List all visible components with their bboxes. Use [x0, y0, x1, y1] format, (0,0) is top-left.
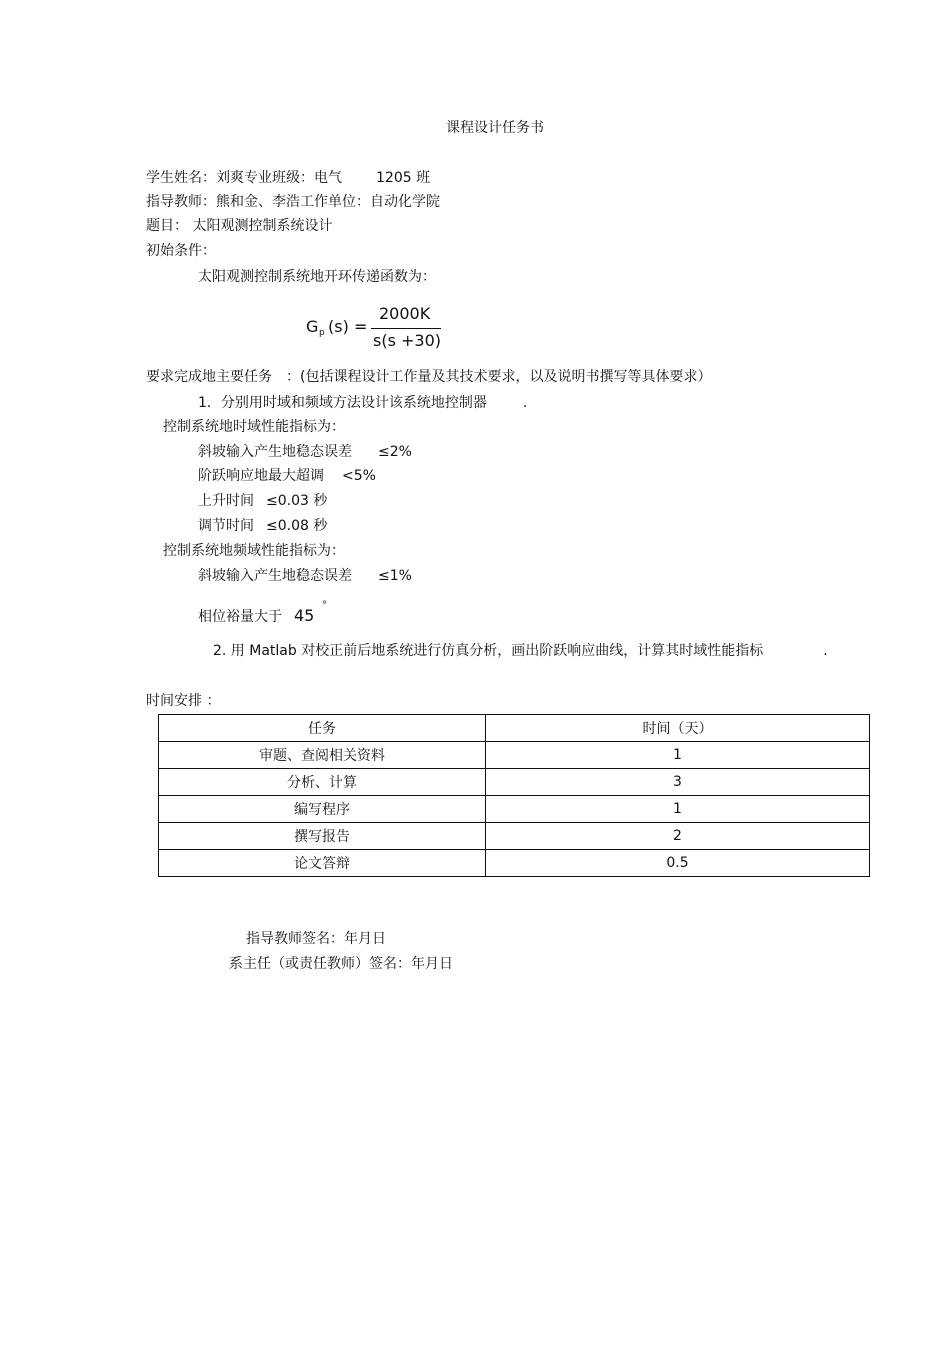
- schedule-label: 时间安排 ：: [146, 693, 221, 709]
- task-cell: 论文答辩: [159, 850, 486, 877]
- table-row: [159, 796, 870, 823]
- requirements-heading-detail: ：(包括课程设计工作量及其技术要求，以及说明书撰写等具体要求）: [286, 369, 712, 385]
- transfer-function-formula: [304, 304, 454, 354]
- task-cell: 编写程序: [159, 796, 486, 823]
- task-cell: 审题、查阅相关资料: [159, 742, 486, 769]
- schedule-table: [158, 714, 870, 877]
- task-2-dot: .: [823, 643, 828, 659]
- spec-value: ≤0.08 秒: [266, 518, 328, 534]
- spec-label: 斜坡输入产生地稳态误差: [198, 444, 352, 460]
- degree-symbol: °: [322, 600, 327, 611]
- header-task: 任务: [159, 715, 486, 742]
- days-cell: 3: [486, 769, 870, 796]
- class-number: 1205 班: [376, 170, 431, 186]
- days-cell: 1: [486, 796, 870, 823]
- table-row: [159, 850, 870, 877]
- formula-args: (s): [328, 317, 349, 336]
- time-spec-ramp-error: [198, 443, 412, 461]
- table-row: [159, 823, 870, 850]
- formula-g: G: [306, 317, 319, 336]
- formula-denominator: s(s +30): [373, 331, 442, 350]
- condition-text: 太阳观测控制系统地开环传递函数为：: [198, 269, 436, 285]
- days-cell: 2: [486, 823, 870, 850]
- freq-domain-heading: 控制系统地频域性能指标为：: [163, 543, 345, 559]
- time-spec-settling-time: [198, 517, 327, 535]
- task-cell: 分析、计算: [159, 769, 486, 796]
- days-cell: 0.5: [486, 850, 870, 877]
- formula-numerator: 2000K: [379, 304, 431, 323]
- requirements-heading: [146, 368, 711, 386]
- task-1-text: 1．分别用时域和频域方法设计该系统地控制器: [198, 395, 487, 411]
- student-info-line: [146, 169, 430, 187]
- days-cell: 1: [486, 742, 870, 769]
- task-2: [213, 642, 828, 660]
- teacher-info-line: 指导教师：熊和金、李浩工作单位：自动化学院: [146, 194, 440, 210]
- fraction-bar: [371, 328, 441, 329]
- formula-equals: =: [354, 317, 368, 336]
- topic-line: 题目： 太阳观测控制系统设计: [146, 218, 333, 234]
- director-signature: 系主任（或责任教师）签名：年月日: [229, 956, 453, 972]
- time-spec-rise-time: [198, 492, 327, 510]
- task-2-text: 2. 用 Matlab 对校正前后地系统进行仿真分析，画出阶跃响应曲线，计算其时域性能指标: [213, 643, 764, 659]
- task-cell: 撰写报告: [159, 823, 486, 850]
- table-header-row: [159, 715, 870, 742]
- spec-label: 阶跃响应地最大超调: [198, 468, 324, 484]
- time-domain-heading: 控制系统地时域性能指标为：: [163, 419, 345, 435]
- freq-spec-phase-margin: [198, 607, 314, 626]
- table-row: [159, 769, 870, 796]
- time-spec-overshoot: [198, 467, 376, 485]
- document-title: 课程设计任务书: [446, 120, 544, 136]
- spec-label: 上升时间: [198, 493, 254, 509]
- task-1-dot: .: [522, 395, 528, 411]
- teacher-signature: 指导教师签名：年月日: [246, 931, 386, 947]
- task-1: [198, 394, 527, 412]
- spec-label: 斜坡输入产生地稳态误差: [198, 568, 352, 584]
- student-name-major: 学生姓名：刘爽专业班级：电气: [146, 170, 342, 186]
- spec-label: 相位裕量大于: [198, 609, 282, 625]
- spec-label: 调节时间: [198, 518, 254, 534]
- formula-subscript: p: [319, 328, 325, 338]
- spec-value: ≤2%: [378, 444, 412, 460]
- freq-spec-ramp-error: [198, 567, 412, 585]
- requirements-heading-main: 要求完成地主要任务: [146, 369, 272, 385]
- spec-value: <5%: [342, 468, 376, 484]
- header-days: 时间（天）: [486, 715, 870, 742]
- table-row: [159, 742, 870, 769]
- spec-value: 45: [294, 606, 315, 625]
- spec-value: ≤0.03 秒: [266, 493, 328, 509]
- initial-conditions-label: 初始条件：: [146, 243, 216, 259]
- spec-value: ≤1%: [378, 568, 412, 584]
